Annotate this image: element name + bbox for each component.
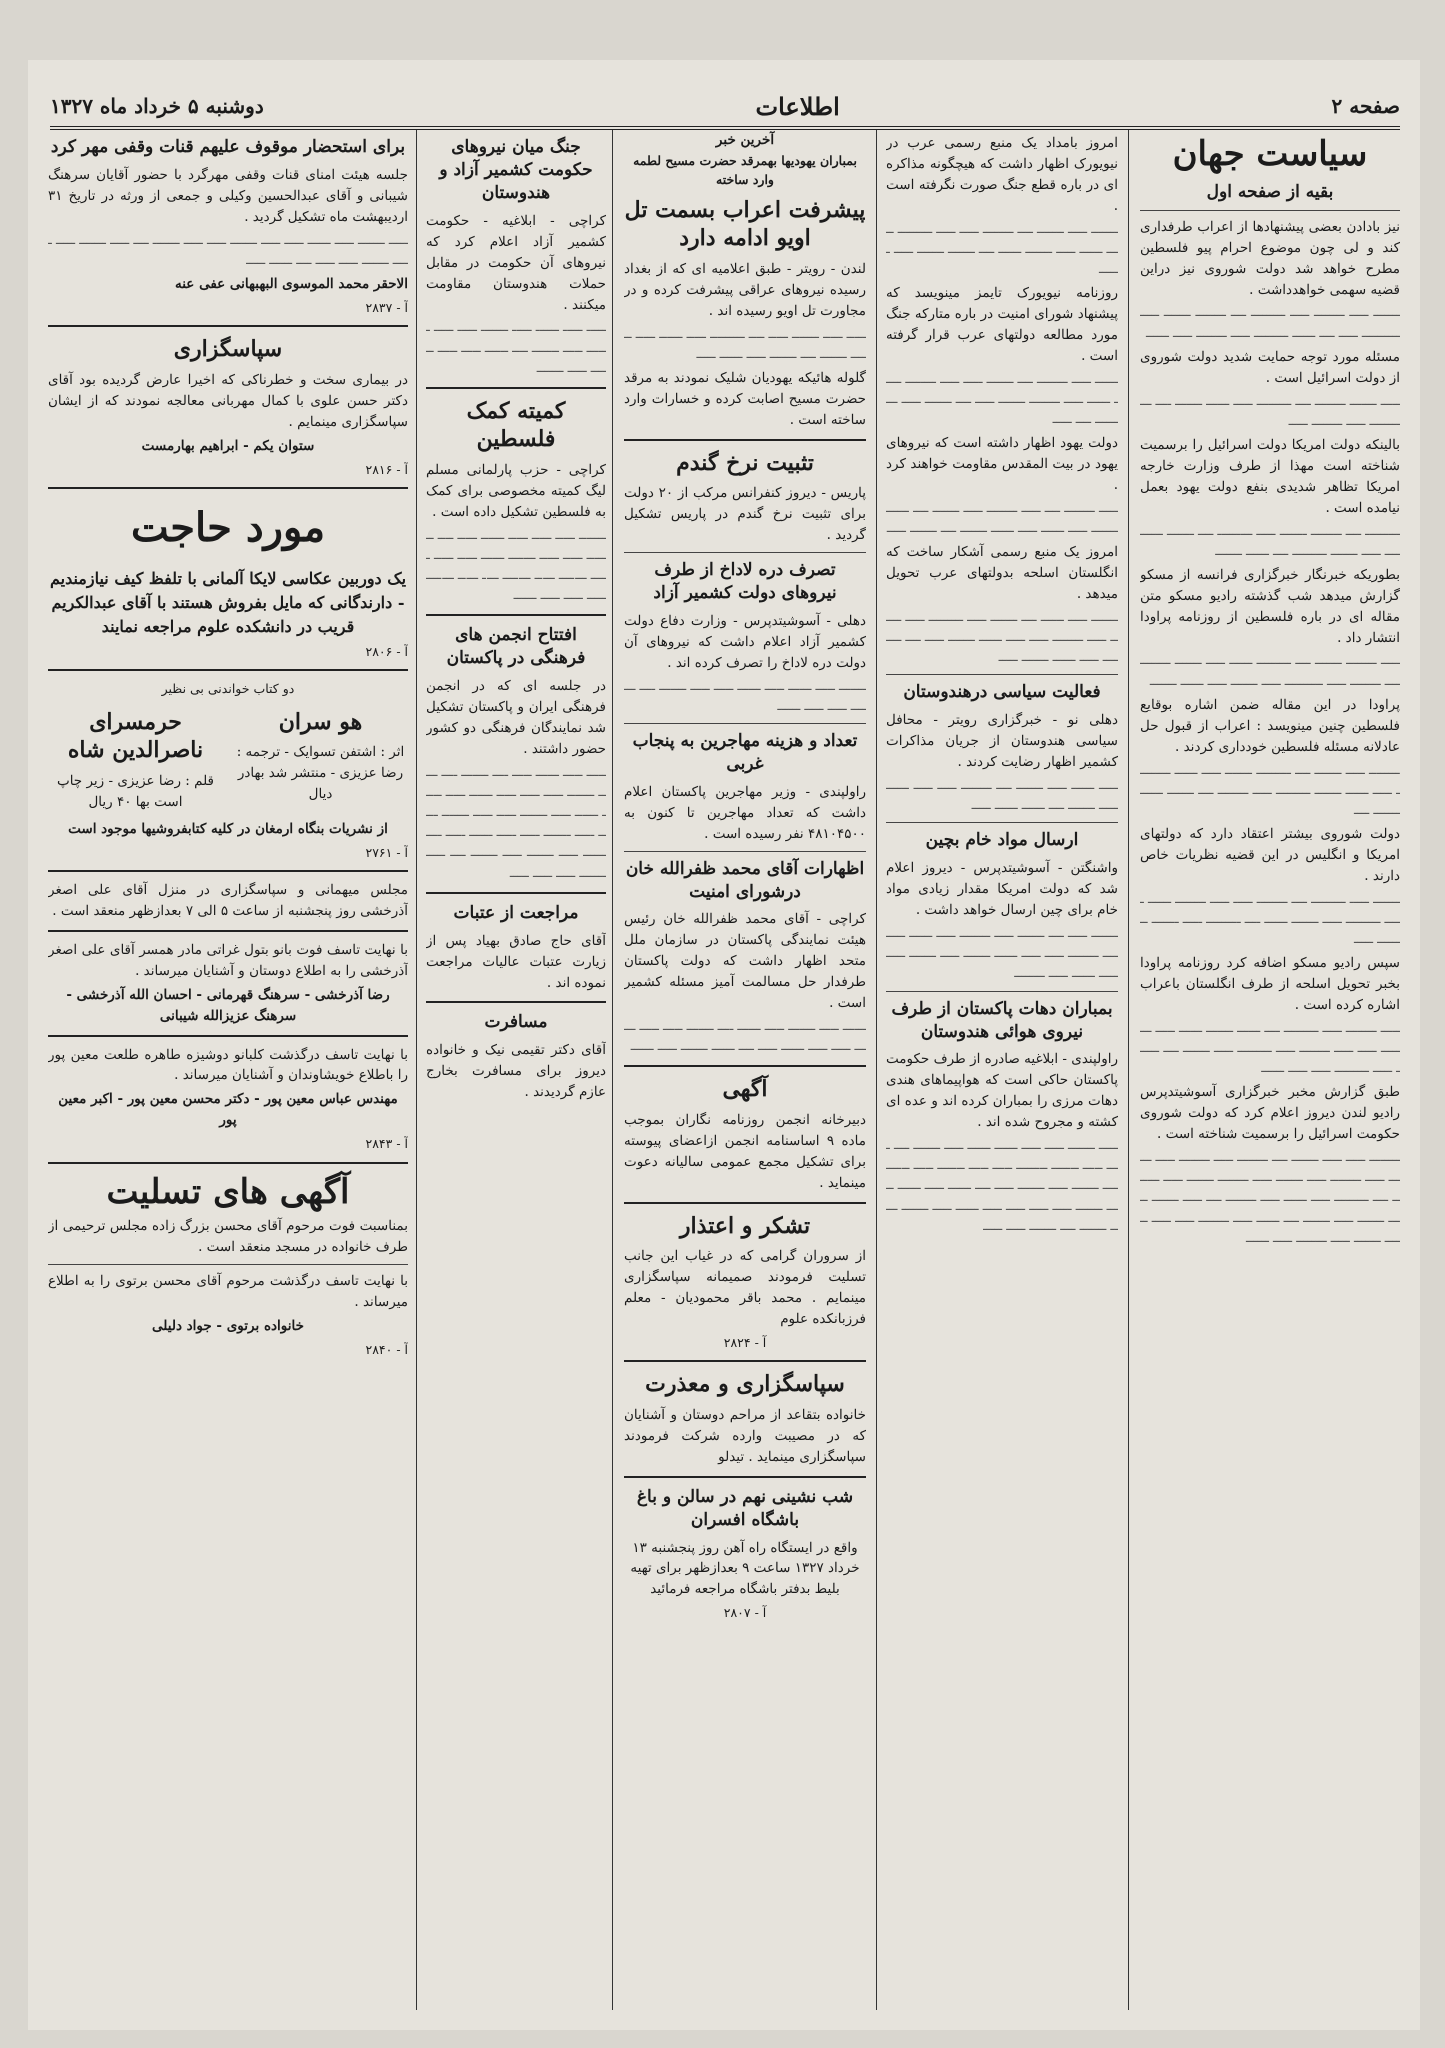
column-rule — [612, 130, 613, 2010]
column-ads — [48, 130, 408, 2010]
article-paragraph: کراچی - آقای محمد ظفرالله خان رئیس هیئت نمایندگی پاکستان در سازمان ملل متحد اظهار داشت که دولت پاکستان طرفدار حل مسالمت آمیز مسئله کشمیر است . — [624, 911, 866, 1012]
notice-body: بمناسبت فوت مرحوم آقای محسن بزرگ زاده مجلس ترحیمی از طرف خانواده در مسجد منعقد است . — [48, 1218, 408, 1256]
notice-title: آگهی — [722, 1076, 768, 1103]
article-paragraph: روزنامه نیویورک تایمز مینویسد که پیشنهاد شورای امنیت در باره متارکه جنگ مورد مطالعه دولتهای عرب قرار گرفته است . — [886, 285, 1118, 364]
article-paragraph: کراچی - ابلاغیه - حکومت کشمیر آزاد اعلام کرد که نیروهای آن حکومت در مقابل حملات هندوستان مقاومت میکنند . — [426, 212, 606, 313]
column-news-4 — [426, 130, 606, 2010]
body-text-filler: ــــــ ـــــ ـــــــ ـــــ ــــــ ــــ ـــــــ ـــــ ـــــ ــــــ ـــــ ـــــ ــــــ ـــــ ــــ ــــــ ـــــــ ـــــ ــــــ — [624, 1019, 866, 1055]
article-paragraph: در جلسه ای که در انجمن فرهنگی ایران و پاکستان تشکیل شد نمایندگان فرهنگی دو کشور حضور داشتند . — [426, 678, 606, 757]
article-paragraph: نیز بادادن بعضی پیشنهادها از اعراب طرفداری کند و لی چون موضوع احرام پیو فلسطین مطرح خواهد شد دولت شوروی نیز دراین قضیه سهمی خواهدداشت . — [1140, 218, 1400, 298]
article-paragraph: آقای دکتر تقیمی نیک و خانواده دیروز برای مسافرت بخارج عازم گردیدند . — [426, 1042, 606, 1101]
notice-body: در بیماری سخت و خطرناکی که اخیرا عارض گردیده بود آقای دکتر حسن علوی با کمال مهربانی معالجه نمودند که از ایشان سپاسگزاری مینمایم . — [48, 371, 408, 430]
article-paragraph: پراودا در این مقاله ضمن اشاره بوقایع فلسطین چنین مینویسد : اعراب از قبول حل عادلانه مسئله فلسطین خودداری کردند . — [1140, 696, 1400, 755]
gratitude-title: سپاسگزاری و معذرت — [645, 1371, 845, 1398]
article-paragraph: گلوله هائیکه یهودیان شلیک نمودند به مرقد حضرت مسیح اصابت کرده و خسارات وارد ساخته است . — [624, 369, 866, 428]
article-paragraph: دهلی - آسوشیتدپرس - وزارت دفاع دولت کشمیر آزاد اعلام داشت که نیروهای آن دولت دره لاداخ را تصرف کرده اند . — [624, 612, 866, 671]
book-details: قلم : رضا عزیزی - زیر چاپ است بها ۴۰ ریال — [56, 772, 215, 810]
ad-code: آ - ۲۸۴۳ — [365, 1136, 408, 1152]
article-paragraph: دهلی نو - خبرگزاری رویتر - محافل سیاسی هندوستان از جریان مذاکرات کشمیر اظهار رضایت کردند . — [886, 712, 1118, 771]
article-headline: بمباران دهات پاکستان از طرف نیروی هوائی هندوستان — [891, 998, 1113, 1042]
body-text-filler: ـــــــ ـــــ ــــــ ـــــ ــــــ ـــــ ـــــ ـــــــ ــــ ـــــــ ـــــ ـــــ ــــــ — [624, 678, 866, 714]
body-text-filler: ـــــ ــــــــ ـــــ ـــــــــ ــــ ــــــ ـــــــ ــــــ ـــــ ــــــــ ـــــ ـــــ ــــــــ ـــــ ـــــــــ ـــــ ـــــــ ــــ ــــــ ـــــ ـــــــــ ـــــ ـــــ ــــــ — [1140, 1020, 1400, 1077]
books-intro: دو کتاب خواندنی بی نظیر — [161, 681, 295, 697]
wanted-ad-body: یک دوربین عکاسی لایکا آلمانی با تلفظ کیف نیازمندیم - دارندگانی که مایل بفروش هستند با آقای عبدالکریم قریب در دانشکده علوم مراجعه نمایند — [49, 568, 407, 636]
ad-code: آ - ۲۸۲۴ — [723, 1334, 767, 1350]
body-text-filler: ـــــ ـــــ ـــــــ ـــــ ــــ ـــــــــ ـــــ ــــــ ـــــ ــــــ ـــــــ ــــ ـــــــ ـــــ ــــــ ـــــ — [624, 326, 866, 362]
article-paragraph: بطوریکه خبرنگار خبرگزاری فرانسه از مسکو گزارش میدهد شب گذشته رادیو مسکو متن مقاله ای در باره فلسطین از روزنامه پراودا انتشار داد . — [1140, 566, 1400, 646]
body-text-filler: ـــــ ـــــــ ـــــ ــــــ ـــــ ـــــ ـــــــ ـــــ ـــــ ـــــــ ــــ ـــــ ـــــــ ـــــ ـــــ ـــــــ ـــــ ـــــ ــــ ــــــ ـــــ — [48, 232, 408, 268]
notice-body: با نهایت تاسف فوت بانو بتول غراتی مادر همسر آقای علی اصغر آذرخشی را به اطلاع دوستان و آشنایان میرساند . — [48, 941, 408, 979]
ad-body: واقع در ایستگاه راه آهن روز پنجشنبه ۱۳ خرداد ۱۳۲۷ ساعت ۹ بعدازظهر برای تهیه بلیط بدفتر باشگاه مراجعه فرمائید — [630, 1539, 860, 1598]
article-paragraph: لندن - رویتر - طبق اعلامیه ای که از بغداد رسیده نیروهای عراقی پیشرفت کرده و در مجاورت تل اویو رسیده اند . — [624, 260, 866, 319]
gratitude-body: خانواده بتقاعد از مراحم دوستان و آشنایان که در مصیبت وارده شرکت فرمودند سپاسگزاری مینماید . تیدلو — [624, 1406, 866, 1465]
column-world-politics — [1140, 130, 1400, 2010]
article-paragraph: مسئله مورد توجه حمایت شدید دولت شوروی از دولت اسرائیل است . — [1140, 348, 1400, 386]
notice-title: برای استحضار موقوف علیهم قنات وقفی مهر کرد — [50, 137, 406, 157]
article-headline: ارسال مواد خام بچین — [925, 830, 1079, 851]
article-paragraph: راولپندی - وزیر مهاجرین پاکستان اعلام داشت که تعداد مهاجرین تا کنون به ۴۸۱۰۴۵۰۰ نفر رسیده است . — [624, 783, 866, 842]
body-text-filler: ـــــــ ـــــ ــــ ـــــــ ـــــ ــــــــ ـــــ ــــــ ـــــ ــــ ــــــــ ـــــ ـــــ ــــــ ـــــــ ـــــ ـــــــ ـــــ ـــــ ــــــ ـــــ ــــــــ — [886, 926, 1118, 982]
notice-body: دبیرخانه انجمن روزنامه نگاران بموجب ماده ۹ اساسنامه انجمن ازاعضای پیوسته برای تشکیل مجمع عمومی سالیانه دعوت مینماید . — [624, 1111, 866, 1191]
book-details: اثر : اشتفن تسوایک - ترجمه : رضا عزیزی - منتشر شد بهادر دیال — [236, 744, 405, 803]
article-paragraph: طبق گزارش مخبر خبرگزاری آسوشیتدپرس رادیو لندن دیروز اعلام کرد که دولت شوروی حکومت اسرائیل را برسمیت شناخته است . — [1140, 1084, 1400, 1143]
signature: رضا آذرخشی - سرهنگ قهرمانی - احسان الله آذرخشی - سرهنگ عزیزالله شیبانی — [66, 986, 390, 1024]
notice-body: جلسه هیئت امنای قنات وقفی مهرگرد با حضور آقایان سرهنگ شیبانی و آقای عبدالحسین وکیلی و جمعی از ورثه در تاریخ ۳۱ اردیبهشت ماه تشکیل گردید . — [48, 166, 408, 225]
main-headline: پیشرفت اعراب بسمت تل اویو ادامه دارد — [624, 196, 866, 252]
article-paragraph: آقای حاج صادق بهیاد پس از زیارت عتبات عالیات مراجعت نموده اند . — [426, 932, 606, 991]
body-text-filler: ــــــــ ـــــ ـــــ ـــــــ ــــ ــــــــ ـــــ ــــــــ ـــــ ــــــ ـــــ ــــــــ ـــــ ـــــــ ـــــ ــــــــ ـــــــ ـــــ ـــــــ ــــ ـــــــــ ـــــ ــــــ ـــــ ــــــــ ــــ ـــــ ـــــــ ـــــ ـــــــ ـــــ ـــــــ ــــ ــــــ ـــــ ــــــــ ـــــ ـــــ ــــــ ـــــــ ـــــ ــــــــ ـــــ ــــــ — [1140, 1150, 1400, 1246]
article-subhead: بمباران یهودیها بهمرقد حضرت مسیح لطمه وارد ساخته — [633, 152, 857, 188]
body-text-filler: ـــــ ـــــ ــــــ ـــــ ــــ ـــــــ ــــ ـــــ ـــــــ ـــــ ـــــ ـــــ ــــــ ـــــ ـــــ ــــــ ـــــ ـــــــ ـــــ ـــــ ـــــــ ـــــ ـــــ ـــــــ ـــــ ـــــ ــــــ ـــــ ــــ ــــــ ـــــ ـــــــ ـــــ ـــــــ ــــ ـــــ ـــــــ ـــــ ـــــ ـــــ — [426, 764, 606, 881]
signature: ستوان یکم - ابراهیم بهارمست — [141, 437, 315, 454]
notice-body: با نهایت تاسف درگذشت کلبانو دوشیزه طاهره طلعت معین پور را باطلاع خویشاوندان و آشنایان میرساند . — [48, 1046, 408, 1084]
article-paragraph: امروز یک منبع رسمی آشکار ساخت که انگلستان اسلحه بدولتهای عرب تحویل میدهد . — [886, 544, 1118, 603]
article-headline: مراجعت از عتبات — [453, 902, 579, 923]
column-rule — [1128, 130, 1129, 2010]
books-ad — [48, 702, 408, 816]
body-text-filler: ـــــ ــــــــ ــــ ـــــ ــــــــ ـــــ ـــــــ ــــ ــــــ ـــــــ ـــــ ــــــ ـــــ ــــــ ـــــــ ــــ ـــــــ ـــــ — [886, 500, 1118, 537]
column-main-news — [624, 130, 866, 2010]
notice-body: مجلس میهمانی و سپاسگزاری در منزل آقای علی اصغر آذرخشی روز پنجشنبه از ساعت ۵ الی ۷ بعدازظهر منعقد است . — [48, 882, 408, 919]
article-headline: افتتاح انجمن های فرهنگی در پاکستان — [446, 625, 586, 669]
body-text-filler: ـــــ ــــــ ـــــ ـــــــ ــــ ــــــــ ـــــ ـــــ ــــــ ـــــ ـــــــ ــــ ــــــ ــــــ ـــــ — [886, 778, 1118, 814]
page-number: صفحه ۲ — [1331, 94, 1400, 118]
article-kicker: آخرین خبر — [715, 132, 775, 148]
article-headline: تصرف دره لاداخ از طرف نیروهای دولت کشمیر آزاد — [653, 560, 837, 603]
column-rule — [416, 130, 417, 2010]
article-paragraph: راولپندی - ابلاغیه صادره از طرف حکومت پاکستان حاکی است که هواپیماهای هندی دهات مرزی را بمباران کرده اند و عده ای کشته و مجروح شده اند . — [886, 1051, 1118, 1131]
column-rule — [876, 130, 877, 2010]
ad-title: شب نشینی نهم در سالن و باغ باشگاه افسران — [636, 1486, 854, 1530]
body-text-filler: ـــــ ـــــ ــــــ ـــــ ـــــــ ـــــ ـــــ ــــــ ـــــ ـــــــ ــــ ــــــ ـــــ ـــــ ــــــ ـــــ ـــــــ — [426, 320, 606, 376]
body-text-filler: ـــــــــ ــــ ــــــــ ـــــــ ـــــ ـــــــــ ــــ ـــــــ ــــــــــ ـــــ ـــــــ ـــــــــ ــــ ــــــ ـــــــ — [1140, 523, 1400, 559]
body-text-filler: ــــــ ـــــ ــــــــ ــــ ـــــــ ـــــ ـــــ ــــــــ ـــــ ــــــ ـــــ ــــــــ ـــــــ ـــــ ــــ ـــــــ ـــــ ـــــــــ ــــ ـــــ — [886, 371, 1118, 428]
notice-title: سپاسگزاری — [173, 336, 283, 363]
body-text-filler: ـــــــ ـــــ ـــــــ ــــ ــــــــ ـــــ ـــــ ـــــــــ ـــــ ــــــ ـــــ ـــــــ ــــــ ــــ ـــــــ ـــــــ ـــــ ــــــ — [886, 221, 1118, 277]
article-paragraph: بالینکه دولت امریکا دولت اسرائیل را برسمیت شناخته است مهذا از طرف وزارت خارجه امریکا تظاهر شدیدی بنفع دولت یهود بعمل نیامده است . — [1140, 436, 1400, 516]
article-headline: جنگ میان نیروهای حکومت کشمیر آزاد و هندوستان — [439, 137, 593, 203]
article-paragraph: امروز بامداد یک منبع رسمی عرب در نیویورک اظهار داشت که هیچگونه مذاکره ای در باره قطع جنگ صورت نگرفته است . — [886, 135, 1118, 214]
masthead — [50, 86, 1400, 130]
ad-code: آ - ۲۸۴۰ — [365, 1342, 408, 1358]
article-title: سیاست جهان — [1172, 134, 1368, 174]
paper-name: اطلاعات — [755, 91, 840, 121]
signature: مهندس عباس معین پور - دکتر محسن معین پور - اکبر معین پور — [58, 1091, 398, 1129]
ad-code: آ - ۲۸۰۶ — [365, 643, 408, 659]
article-headline: تثبیت نرخ گندم — [676, 449, 814, 476]
column-news-2 — [886, 130, 1118, 2010]
book-title: هو سران — [278, 708, 363, 735]
article-paragraph: واشنگتن - آسوشیتدپرس - دیروز اعلام شد که دولت امریکا مقدار زیادی مواد خام برای چین ارسال خواهد داشت . — [886, 860, 1118, 919]
books-note: از نشریات بنگاه ارمغان در کلیه کتابفروشیها موجود است — [68, 820, 388, 837]
article-paragraph: دولت شوروی بیشتر اعتقاد دارد که دولتهای امریکا و انگلیس در این قضیه نظریات خاص دارند . — [1140, 825, 1400, 884]
article-kicker: بقیه از صفحه اول — [1206, 181, 1334, 202]
wanted-ad-title: مورد حاجت — [130, 503, 326, 551]
ad-code: آ - ۲۸۰۷ — [723, 1605, 767, 1621]
ad-code: آ - ۲۸۱۶ — [365, 461, 408, 477]
article-headline: اظهارات آقای محمد ظفرالله خان درشورای امنیت — [625, 858, 865, 902]
body-text-filler: ـــــــ ـــــ ـــــ ـــــ ــــــ ـــــ ــــ ـــــــ ـــــ ـــــ ـــــــ ــــــ ـــــ ـــــ ـــــ ـــــــ ـــــ ـــــــ ــــ ـــــ ـــــــ ـــــ ـــــ ـــــ ــــــ — [426, 527, 606, 604]
body-text-filler: ــــــــ ـــــ ـــــــ ــــ ـــــــــ ـــــــ ـــــ ــــــ ـــــــــ ـــــ ــــــ ـــــــ ـــــــــ ـــــ ــــــــ ــــ ـــــــ ــــــ ـــــــ ــــ — [1140, 762, 1400, 818]
article-headline: کمیته کمک فلسطین — [466, 397, 566, 453]
body-text-filler: ـــــــ ـــــ ــــــــ ـــــ ـــــــــ ــــ ــــــــ ـــــــ ـــــ ــــــــــ ـــــ ــــ ــــــ ـــــــــ ـــــ ــــــــ ـــــ ــــــ — [1140, 305, 1400, 341]
article-paragraph: سپس رادیو مسکو اضافه کرد روزنامه پراودا بخبر تحویل اسلحه از طرف انگلستان باعراب اشاره کرده است . — [1140, 955, 1400, 1013]
issue-date: دوشنبه ۵ خرداد ماه ۱۳۲۷ — [50, 94, 264, 118]
signature: الاحقر محمد الموسوی البهبهانی عفی عنه — [175, 275, 408, 292]
body-text-filler: ـــــ ـــــــ ــــــــ ــــ ـــــــــ ـــــ ــــــ ـــــــ ــــ ـــــــــــ ـــــ ــــــــ ـــــ — [1140, 393, 1400, 429]
body-text-filler: ـــــــ ـــــ ــــــ ــــ ـــــــ ـــــ ـــــــــ ـــــ ــــــ ـــــ ــــــــ ـــــ ـــــ ــــــ ـــــــ ـــــ ــــ ــــــــ ـــــ ــــــ ـــــــ ـــــ — [886, 610, 1118, 666]
book-title: حرمسرای ناصرالدین شاه — [67, 708, 204, 764]
body-text-filler: ـــــــ ـــــ ـــــــــ ــــ ــــــــ ـــــ ـــــ ــــــــ ــــــ ـــــ ـــــــــ ـــــ ـــــــ ــــــ ــــ ـــــــــ ـــــ ـــــــ ــــــــ ـــــ — [1140, 891, 1400, 947]
article-paragraph: دولت یهود اظهار داشته است که نیروهای یهود در بیت المقدس مقاومت خواهند کرد . — [886, 435, 1118, 494]
ad-code: آ - ۲۸۳۷ — [365, 299, 408, 315]
article-paragraph: کراچی - حزب پارلمانی مسلم لیگ کمیته مخصوصی برای کمک به فلسطین تشکیل داده است . — [426, 462, 606, 520]
condolences-title: آگهی های تسلیت — [106, 1171, 350, 1212]
article-headline: مسافرت — [484, 1012, 548, 1033]
article-paragraph: پاریس - دیروز کنفرانس مرکب از ۲۰ دولت برای تثبیت نرخ گندم در پاریس تشکیل گردید . — [624, 485, 866, 544]
ad-code: آ - ۲۷۶۱ — [365, 844, 408, 860]
article-headline: فعالیت سیاسی درهندوستان — [903, 682, 1101, 703]
thanks-body: از سروران گرامی که در غیاب این جانب تسلیت فرمودند صمیمانه سپاسگزاری مینمایم . محمد باقر محمودیان - معلم فرزبانکده علوم — [624, 1248, 866, 1327]
body-text-filler: ـــــ ــــــــ ـــــــ ــــ ـــــــــ ــــــ ـــــ ـــــــ ــــــــ ــــ ــــــــ ـــــ ــــــــــ ـــــ ـــــــ ـــــ ــــــ ـــــــ — [1140, 653, 1400, 689]
notice-body: با نهایت تاسف درگذشت مرحوم آقای محسن برتوی را به اطلاع میرساند . — [48, 1273, 408, 1311]
body-text-filler: ـــــ ـــــــ ـــــ ـــــ ــــــ ــــــ ـــــ ـــــــ ــــ ــــ ـــــ ـــــــ ــــــــ ـــــ ـــــ ـــــــ ـــــ ــــــ ــــ ـــــــ ـــــ ـــــــ ـــــ ــــ ــــــ ـــــ ــــــ ـــــ ـــــــ ـــــ ـــــ ـــــ ـــــ ــــــ ـــــ ـــــــ ـــــ ـــــــ ــــ ـــــــ ـــــ ـــــ — [886, 1138, 1118, 1234]
signature: خانواده برتوی - جواد دلیلی — [152, 1318, 304, 1335]
article-headline: تعداد و هزینه مهاجرین به پنجاب غربی — [632, 730, 858, 774]
thanks-title: تشکر و اعتذار — [679, 1212, 811, 1239]
